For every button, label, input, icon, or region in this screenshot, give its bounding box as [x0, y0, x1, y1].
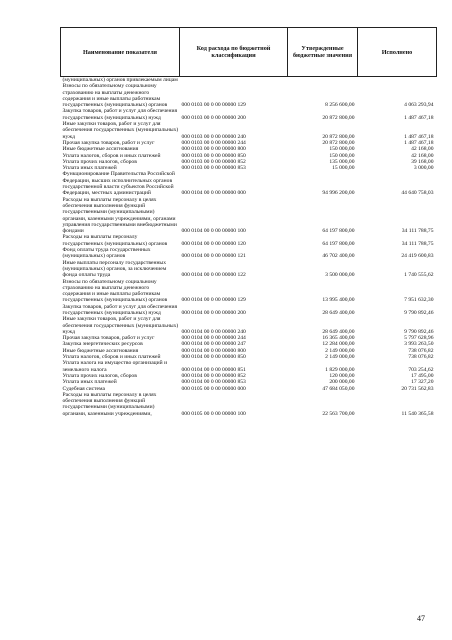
row-code: 000 0103 00 0 00 00000 850 — [181, 152, 246, 159]
row-executed: 1 487 467,18 — [404, 139, 434, 146]
row-code: 000 0105 00 0 00 00000 000 — [181, 385, 246, 392]
row-approved: 94 996 200,00 — [322, 190, 355, 197]
row-name: Иные бюджетные ассигнования — [62, 146, 139, 153]
row-executed: 34 111 788,75 — [401, 228, 434, 235]
row-code: 000 0103 00 0 00 00000 240 — [181, 133, 246, 140]
table-row — [61, 279, 437, 304]
row-approved: 20 872 800,00 — [322, 114, 355, 121]
row-name: Иные закупки товаров, работ и услуг для обеспечения государственных (муниципальных) нужд — [62, 316, 179, 335]
row-approved: 47 684 050,00 — [322, 385, 355, 392]
row-name: Расходы на выплаты персоналу в целях обеспечения выполнения функций государственными (муниципальными) органами, казенными учреждениями, — [62, 391, 157, 417]
row-code: 000 0104 00 0 00 00000 850 — [181, 354, 246, 361]
row-executed: 4 063 293,94 — [404, 102, 434, 109]
table-row — [61, 171, 437, 196]
row-approved: 200 000,00 — [329, 379, 355, 386]
row-executed: 1 487 467,18 — [404, 133, 434, 140]
row-approved: 15 000,00 — [332, 165, 355, 172]
row-name: Уплата налога на имущество организаций и земельного налога — [62, 360, 168, 373]
row-name: Уплата иных платежей — [62, 165, 117, 172]
row-approved: 120 000,00 — [329, 372, 355, 379]
row-code: 000 0104 00 0 00 00000 853 — [181, 379, 246, 386]
row-executed: 9 790 892,46 — [404, 309, 434, 316]
row-approved: 150 000,00 — [329, 152, 355, 159]
table-row — [61, 304, 437, 317]
row-approved: 20 872 800,00 — [322, 139, 355, 146]
row-code: 000 0104 00 0 00 00000 852 — [181, 372, 246, 379]
row-executed: 24 419 600,83 — [401, 253, 434, 260]
row-approved: 28 649 400,00 — [322, 309, 355, 316]
row-code: 000 0104 00 0 00 00000 240 — [181, 328, 246, 335]
row-code: 000 0104 00 0 00 00000 120 — [181, 240, 246, 247]
table-row — [61, 108, 437, 121]
row-name: (муниципальных) органов привлекаемым лицам — [62, 77, 178, 83]
table-body — [61, 77, 437, 418]
row-approved: 22 563 700,00 — [322, 410, 355, 417]
row-approved: 2 149 000,00 — [325, 354, 355, 361]
row-name: Уплата налогов, сборов и иных платежей — [62, 152, 161, 159]
row-executed: 1 740 555,62 — [404, 272, 434, 279]
row-name: Взносы по обязательному социальному страхованию на выплаты денежного содержания и иные выплаты работникам государственных (муниципальных) органов — [62, 83, 168, 109]
header-name: Наименование показателя — [61, 28, 180, 77]
row-code: 000 0104 00 0 00 00000 851 — [181, 366, 246, 373]
row-approved: 46 702 400,00 — [322, 253, 355, 260]
row-executed: 34 111 788,75 — [401, 240, 434, 247]
row-name: Уплата налогов, сборов и иных платежей — [62, 354, 161, 361]
table-row — [61, 247, 437, 260]
row-code: 000 0103 00 0 00 00000 800 — [181, 146, 246, 153]
row-approved — [288, 77, 358, 84]
row-approved: 64 197 800,00 — [322, 228, 355, 235]
row-code: 000 0104 00 0 00 00000 000 — [181, 190, 246, 197]
header-approved: Утвержденные бюджетные значения — [288, 28, 358, 77]
row-executed: 17 495,00 — [411, 372, 434, 379]
row-code: 000 0103 00 0 00 00000 853 — [181, 165, 246, 172]
row-executed: 20 731 562,83 — [401, 385, 434, 392]
row-code: 000 0104 00 0 00 00000 800 — [181, 347, 246, 354]
table-row — [61, 234, 437, 247]
row-name: Расходы на выплаты персоналу государственных (муниципальных) органов — [62, 234, 168, 247]
row-name: Уплата прочих налогов, сборов — [62, 372, 137, 379]
table-row — [61, 360, 437, 373]
row-approved: 16 365 400,00 — [322, 335, 355, 342]
row-name: Закупка товаров, работ и услуг для обеспечения государственных (муниципальных) нужд — [62, 108, 178, 121]
row-name: Иные бюджетные ассигнования — [62, 347, 139, 354]
row-approved: 20 872 800,00 — [322, 133, 355, 140]
row-code: 000 0104 00 0 00 00000 100 — [181, 228, 246, 235]
row-name: Иные выплаты персоналу государственных (муниципальных) органов, за исключением фонда оплаты труда — [62, 259, 167, 279]
row-executed: 9 790 892,46 — [404, 328, 434, 335]
row-executed: 11 540 365,58 — [401, 410, 434, 417]
table-header-row — [61, 28, 437, 77]
row-executed — [358, 77, 437, 84]
row-executed: 5 797 628,96 — [404, 335, 434, 342]
row-code — [180, 77, 288, 84]
table-row — [61, 83, 437, 108]
row-code: 000 0103 00 0 00 00000 129 — [181, 102, 246, 109]
row-code: 000 0104 00 0 00 00000 122 — [181, 272, 246, 279]
table-row — [61, 197, 437, 235]
row-code: 000 0104 00 0 00 00000 129 — [181, 297, 246, 304]
row-name: Расходы на выплаты персоналу в целях обеспечения выполнения функций государственными (муниципальными) органами, казенными учреждениями, органами управления государственными внебюджетными фондами — [62, 196, 177, 235]
row-code: 000 0103 00 0 00 00000 200 — [181, 114, 246, 121]
row-approved: 13 995 400,00 — [322, 297, 355, 304]
table-row — [61, 121, 437, 140]
row-approved: 28 649 400,00 — [322, 328, 355, 335]
row-name: Уплата иных платежей — [62, 379, 117, 386]
row-executed: 1 487 467,18 — [404, 114, 434, 121]
row-approved: 1 829 000,00 — [325, 366, 355, 373]
table-row — [61, 392, 437, 417]
row-executed: 3 000,00 — [413, 165, 434, 172]
row-name: Прочая закупка товаров, работ и услуг — [62, 335, 155, 342]
row-code: 000 0103 00 0 00 00000 852 — [181, 158, 246, 165]
row-approved: 8 256 600,00 — [325, 102, 355, 109]
row-executed: 44 640 758,03 — [401, 190, 434, 197]
budget-execution-table — [60, 27, 437, 417]
row-executed: 738 076,82 — [408, 354, 434, 361]
row-name: Иные закупки товаров, работ и услуг для обеспечения государственных (муниципальных) нужд — [62, 121, 179, 140]
row-code: 000 0104 00 0 00 00000 247 — [181, 341, 246, 348]
row-approved: 3 500 000,00 — [325, 272, 355, 279]
row-name: Закупка товаров, работ и услуг для обеспечения государственных (муниципальных) нужд — [62, 303, 178, 316]
row-approved: 150 000,00 — [329, 146, 355, 153]
row-code: 000 0104 00 0 00 00000 244 — [181, 335, 246, 342]
row-code: 000 0104 00 0 00 00000 121 — [181, 253, 246, 260]
page-number: 47 — [417, 614, 425, 623]
header-executed: Исполнено — [358, 28, 437, 77]
row-executed: 39 168,00 — [411, 158, 434, 165]
table-row — [61, 316, 437, 335]
row-executed: 703 254,62 — [408, 366, 434, 373]
row-executed: 42 168,00 — [411, 152, 434, 159]
header-code: Код расхода по бюджетной классификации — [180, 28, 288, 77]
row-executed: 17 327,20 — [411, 379, 434, 386]
row-approved: 2 149 000,00 — [325, 347, 355, 354]
row-code: 000 0103 00 0 00 00000 244 — [181, 139, 246, 146]
row-name: Взносы по обязательному социальному страхованию на выплаты денежного содержания и иные выплаты работникам государственных (муниципальных) органов — [62, 278, 168, 304]
row-executed: 42 168,00 — [411, 146, 434, 153]
row-executed: 7 951 632,30 — [404, 297, 434, 304]
row-name: Уплата прочих налогов, сборов — [62, 158, 137, 165]
row-approved: 64 197 800,00 — [322, 240, 355, 247]
row-name: Фонд оплаты труда государственных (муниципальных) органов — [62, 247, 151, 260]
row-name: Судебная система — [62, 385, 106, 392]
row-executed: 738 076,82 — [408, 347, 434, 354]
row-name: Закупка энергетических ресурсов — [62, 341, 143, 348]
row-code: 000 0105 00 0 00 00000 100 — [181, 410, 246, 417]
row-approved: 12 284 000,00 — [322, 341, 355, 348]
row-code: 000 0104 00 0 00 00000 200 — [181, 309, 246, 316]
row-name: Прочая закупка товаров, работ и услуг — [62, 139, 155, 146]
row-executed: 3 993 263,50 — [404, 341, 434, 348]
row-approved: 135 000,00 — [329, 158, 355, 165]
table-row — [61, 260, 437, 279]
row-name: Функционирование Правительства Российской Федерации, высших исполнительных органов государственной власти субъектов Российской Федерации, местных администраций — [62, 171, 175, 197]
